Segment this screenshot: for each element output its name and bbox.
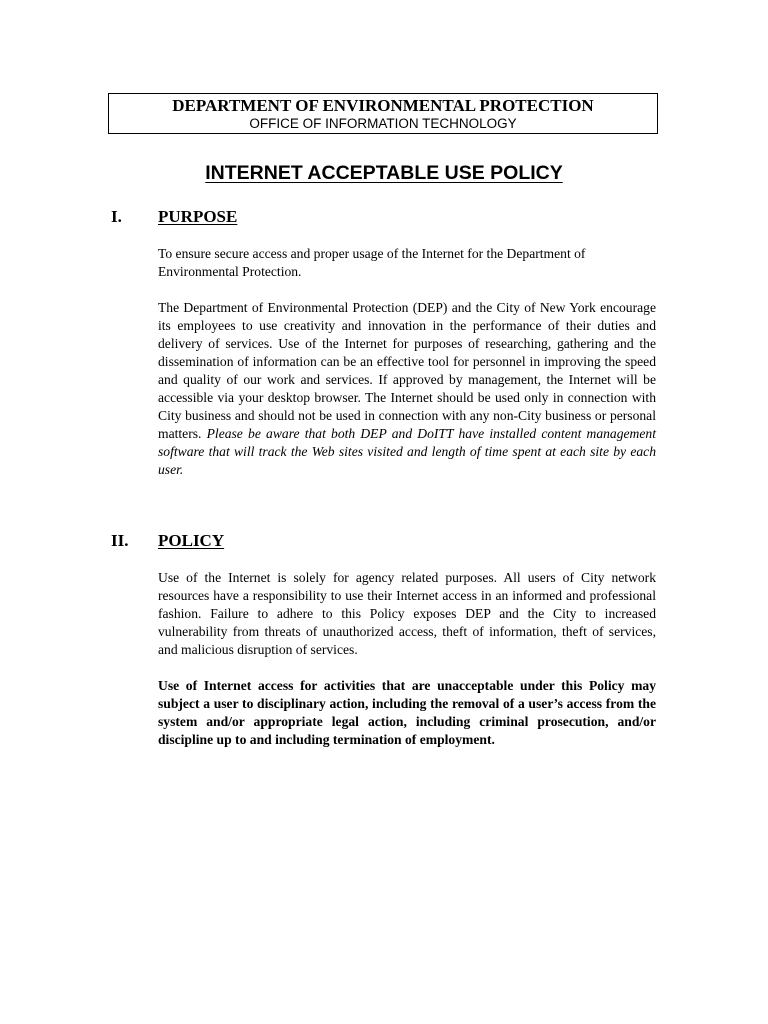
purpose-paragraph-1: To ensure secure access and proper usage of the Internet for the Department of Environmental Protection. [158,246,586,279]
section-2-number: II. [111,531,129,550]
tracking-notice: Please be aware that both DEP and DoITT have installed content management software that will track the Web sites visited and length of time spent at each site by each user. [158,426,656,477]
purpose-paragraph-2-text: The Department of Environmental Protection (DEP) and the City of New York encourage its employees to use creativity and innovation in the performance of their duties and delivery of services. Use of the Internet for purposes of researching, gathering and the dissemination of information can be an effective tool for personnel in improving the speed and quality of our work and services. If approved by management, the Internet will be accessible via your desktop browser. The Internet should be used only in connection with City business and should not be used in connection with any non-City business or personal matters. [158,300,656,441]
office-name: OFFICE OF INFORMATION TECHNOLOGY [249,116,517,131]
section-1-title: PURPOSE [158,207,238,226]
header-box [108,93,658,134]
policy-paragraph-1: Use of the Internet is solely for agency related purposes. All users of City network resources have a responsibility to use their Internet access in an informed and professional fashion. Failure to adhere to this Policy exposes DEP and the City to increased vulnerability from threats of unauthorized access, theft of information, theft of services, and malicious disruption of services. [158,570,656,657]
document-title: INTERNET ACCEPTABLE USE POLICY [205,162,563,184]
section-2-title: POLICY [158,531,225,550]
purpose-paragraph-2 [158,299,656,479]
department-name: DEPARTMENT OF ENVIRONMENTAL PROTECTION [172,96,594,115]
section-1-number: I. [111,207,122,226]
policy-paragraph-2: Use of Internet access for activities that are unacceptable under this Policy may subject a user to disciplinary action, including the removal of a user’s access from the system and/or appropriate legal action, including criminal prosecution, and/or discipline up to and including termination of employment. [158,678,656,747]
